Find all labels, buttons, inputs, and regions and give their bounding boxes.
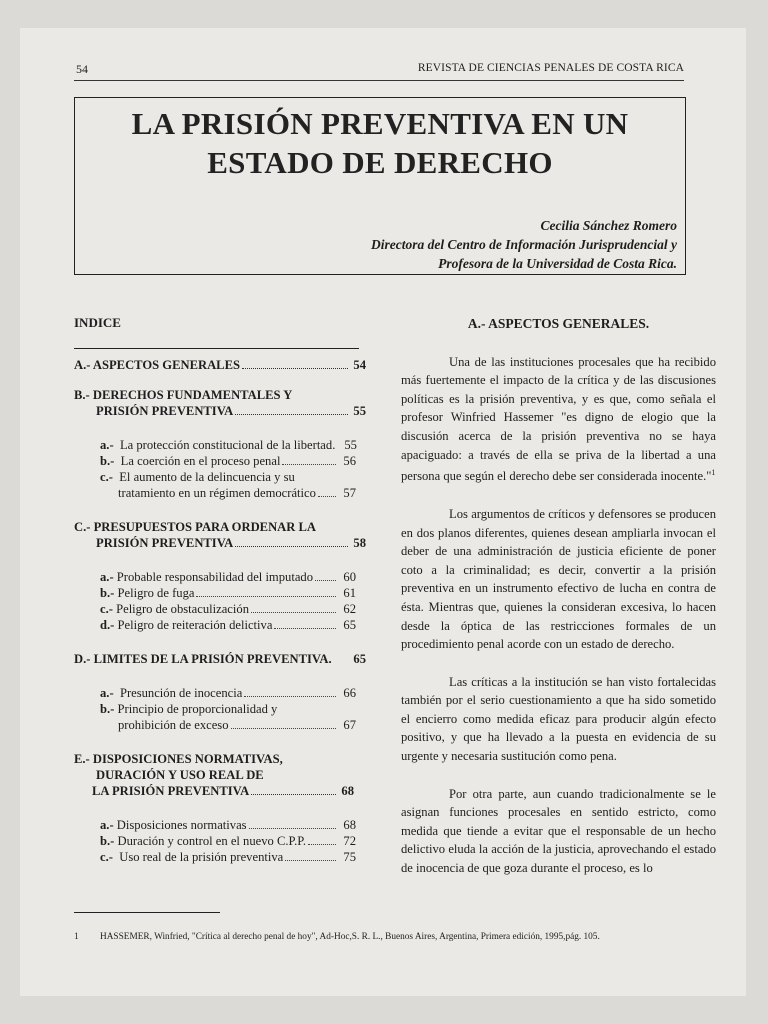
table-of-contents (74, 315, 366, 865)
affiliation-line: Profesora de la Universidad de Costa Rica. (438, 256, 677, 271)
author-block (371, 216, 677, 273)
toc-item: b.- La coerción en el proceso penal 56 (100, 454, 356, 468)
footnote (74, 932, 714, 942)
toc-item: a.- Presunción de inocencia 66 (100, 686, 356, 700)
author-name: Cecilia Sánchez Romero (540, 218, 677, 233)
toc-section-a: A.- ASPECTOS GENERALES 54 (74, 358, 366, 372)
toc-item: b.- Principio de proporcionalidad y (100, 702, 278, 716)
toc-item: b.- Duración y control en el nuevo C.P.P. 72 (100, 834, 356, 848)
toc-item: d.- Peligro de reiteración delictiva 65 (100, 618, 356, 632)
footnote-rule (74, 912, 220, 913)
paragraph: Una de las instituciones procesales que ha recibido más fuertemente el impacto de la crítica y de las discusiones políticas es la prisión preventiva, y es que, como señala el profesor Winfried Hassemer "es digno de elogio que la discusión acerca de la prisión preventiva no se haya apaciguado: a través de ella se priva de la libertad a una persona que según el derecho debe ser considerada inocente."$^1$ (401, 354, 716, 484)
footnote-mark: 1 (711, 468, 716, 478)
toc-item: c.- Peligro de obstaculización 62 (100, 602, 356, 616)
toc-heading: INDICE (74, 315, 121, 330)
footnote-number: 1 (74, 932, 79, 942)
toc-section-e: E.- DISPOSICIONES NORMATIVAS, DURACIÓN Y USO REAL DE LA PRISIÓN PREVENTIVA 68 (74, 752, 354, 798)
body-column (401, 315, 716, 897)
running-header: REVISTA DE CIENCIAS PENALES DE COSTA RICA (417, 62, 684, 74)
header-rule (74, 80, 684, 81)
toc-section-c: C.- PRESUPUESTOS PARA ORDENAR LA PRISIÓN PREVENTIVA 58 (74, 520, 366, 550)
toc-section-d: D.- LIMITES DE LA PRISIÓN PREVENTIVA. 65 (74, 652, 366, 666)
section-heading: A.- ASPECTOS GENERALES. (467, 316, 650, 331)
article-title: LA PRISIÓN PREVENTIVA EN UN ESTADO DE DERECHO (131, 106, 629, 180)
toc-item: a.- Probable responsabilidad del imputado 60 (100, 570, 356, 584)
paragraph: Por otra parte, aun cuando tradicionalmente se le asignan funciones procesales en sentido estricto, como medida que tiende a evitar que el responsable de un hecho delictivo eluda la acción de la justicia, aprovechando el estado de inocencia de que goza durante el proceso, es lo (401, 786, 716, 876)
paragraph: Los argumentos de críticos y defensores se producen en dos planos diferentes, quienes desean ampliarla invocan el deber de una administración de justicia eficiente de poner coto a la criminalidad; es decir, convertir a la prisión preventiva en un instrumento efectivo de lucha en contra de ésta. Mientras que, quienes la consideran excesiva, lo hacen desde la óptica de las restricciones formales de un procedimiento penal acorde con un estado de derecho. (401, 506, 716, 652)
toc-item-cont: prohibición de exceso 67 (118, 718, 356, 732)
affiliation-line: Directora del Centro de Información Jurisprudencial y (370, 237, 677, 252)
toc-item: b.- Peligro de fuga 61 (100, 586, 356, 600)
toc-item: c.- El aumento de la delincuencia y su (100, 470, 295, 484)
page-number: 54 (76, 62, 88, 76)
toc-item: a.- La protección constitucional de la libertad. 55 (100, 438, 357, 452)
toc-item: a.- Disposiciones normativas 68 (100, 818, 356, 832)
toc-section-b: B.- DERECHOS FUNDAMENTALES Y PRISIÓN PREVENTIVA 55 (74, 388, 366, 418)
title-box (74, 97, 686, 275)
footnote-text: HASSEMER, Winfried, "Crítica al derecho penal de hoy", Ad-Hoc,S. R. L., Buenos Aires, Argentina, Primera edición, 1995,pág. 105. (100, 932, 600, 942)
paragraph: Las críticas a la institución se han visto fortalecidas también por el serio cuestionamiento a que ha sido sometido el encierro como medida eficaz para producir algún efecto positivo, y que ha llevado a la puesta en evidencia de su urgente y necesaria sustitución como pena. (401, 674, 716, 764)
toc-item-cont: tratamiento en un régimen democrático 57 (118, 486, 356, 500)
toc-rule (74, 348, 359, 349)
toc-item: c.- Uso real de la prisión preventiva 75 (100, 850, 356, 864)
